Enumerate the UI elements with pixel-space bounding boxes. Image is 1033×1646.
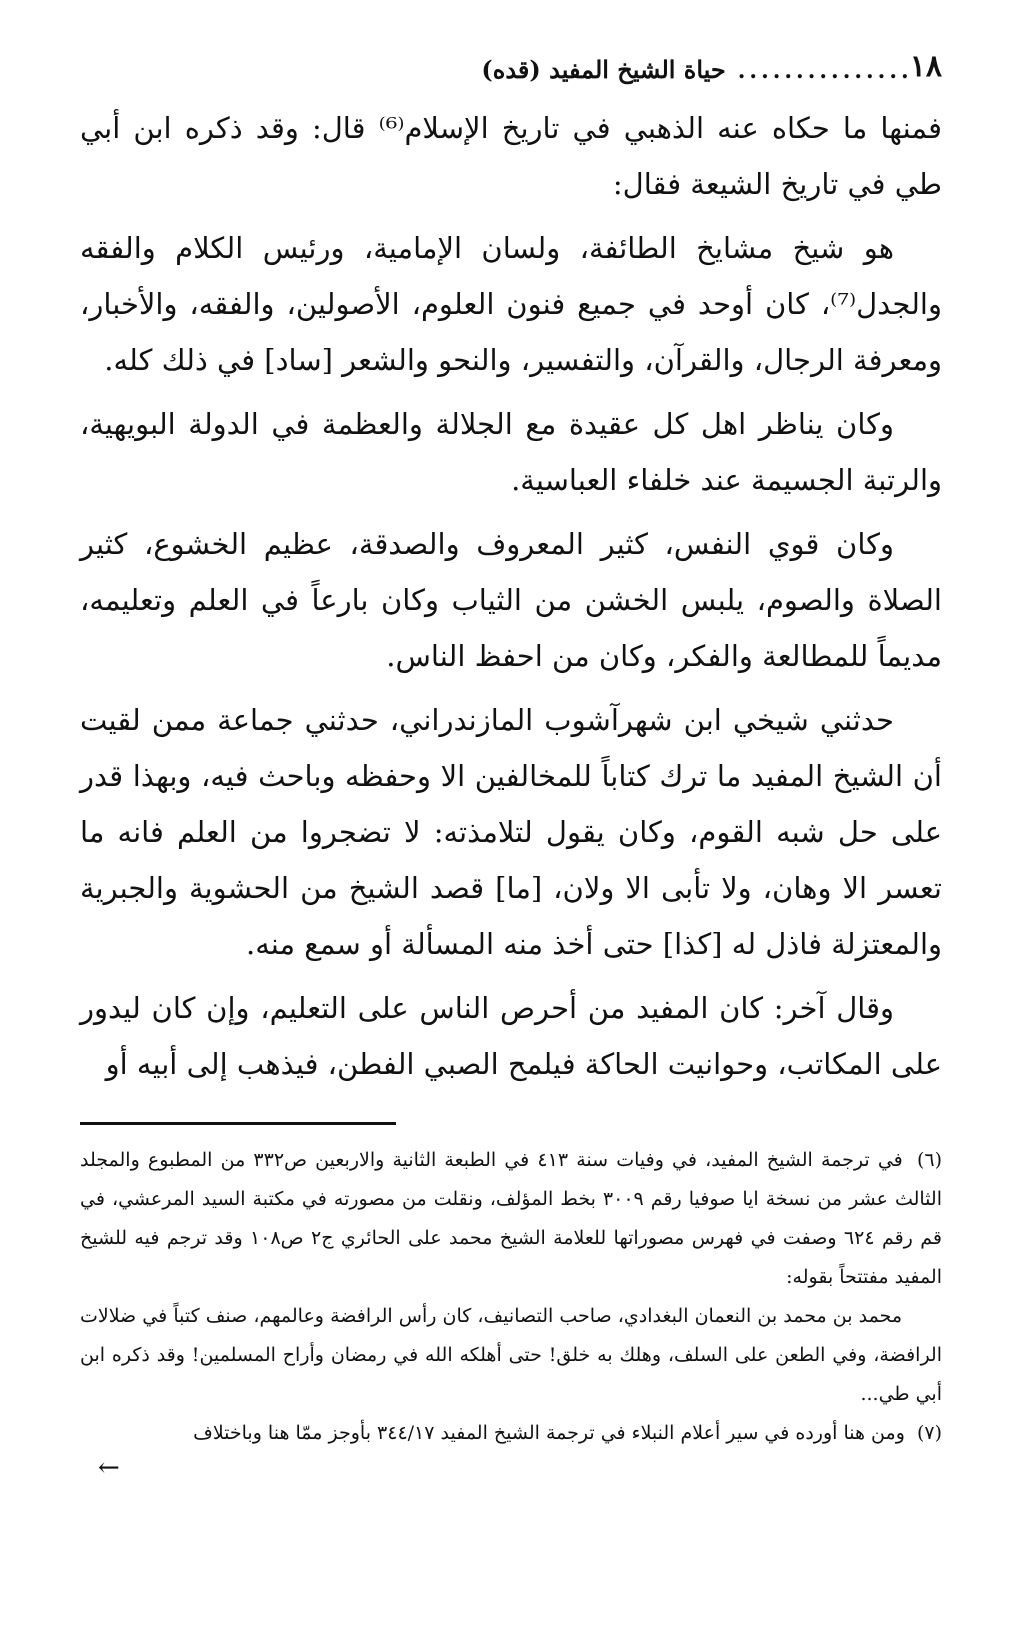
paragraph-1: فمنها ما حكاه عنه الذهبي في تاريخ الإسلام⁽⁶⁾ قال: وقد ذكره ابن أبي طي في تاريخ الشيعة فقال:	[80, 111, 942, 201]
continue-arrow-icon: ←	[98, 1453, 120, 1483]
running-header	[80, 34, 942, 84]
paragraph-2: هو شيخ مشايخ الطائفة، ولسان الإمامية، ورئيس الكلام والفقه والجدل⁽⁷⁾، كان أوحد في جميع فنون العلوم، الأصولين، والفقه، والأخبار، ومعرفة الرجال، والقرآن، والتفسير، والنحو والشعر [ساد] في ذلك كله.	[80, 231, 942, 377]
paragraph-3: وكان يناظر اهل كل عقيدة مع الجلالة والعظمة في الدولة البويهية، والرتبة الجسيمة عند خلفاء العباسية.	[80, 407, 942, 497]
footnote-6	[80, 1141, 942, 1297]
footnote-7-text: ومن هنا أورده في سير أعلام النبلاء في ترجمة الشيخ المفيد ٣٤٤/١٧ بأوجز ممّا هنا وباختلاف	[193, 1422, 905, 1444]
paragraph-5: حدثني شيخي ابن شهرآشوب المازندراني، حدثني جماعة ممن لقيت أن الشيخ المفيد ما ترك كتاباً للمخالفين الا وحفظه وباحث فيه، وبهذا قدر على حل شبه القوم، وكان يقول لتلامذته: لا تضجروا من العلم فانه ما تعسر الا وهان، ولا تأبى الا ولان، [ما] قصد الشيخ من الحشوية والجبرية والمعتزلة فاذل له [كذا] حتى أخذ منه المسألة أو سمع منه.	[80, 703, 942, 961]
paragraph-4: وكان قوي النفس، كثير المعروف والصدقة، عظيم الخشوع، كثير الصلاة والصوم، يلبس الخشن من الثياب وكان بارعاً في العلم وتعليمه، مديماً للمطالعة والفكر، وكان من احفظ الناس.	[80, 527, 942, 673]
paragraph-6: وقال آخر: كان المفيد من أحرص الناس على التعليم، وإن كان ليدور على المكاتب، وحوانيت الحاكة فيلمح الصبي الفطن، فيذهب إلى أبيه أو	[80, 991, 942, 1081]
running-title: حياة الشيخ المفيد (قده)	[481, 55, 726, 84]
footnote-7-number: (٧)	[916, 1422, 942, 1444]
footnote-separator-wrap	[80, 1100, 942, 1141]
footnote-6-quote: محمد بن محمد بن النعمان البغدادي، صاحب التصانيف، كان رأس الرافضة وعالمهم، صنف كتباً في ضلالات الرافضة، وفي الطعن على السلف، وهلك به خلق! حتى أهلكه الله في رمضان وأراح المسلمين! وقد ذكره ابن أبي طي...	[80, 1305, 942, 1405]
footnotes	[80, 1141, 942, 1483]
footnote-6-number: (٦)	[916, 1149, 942, 1171]
footnote-6-text: في ترجمة الشيخ المفيد، في وفيات سنة ٤١٣ في الطبعة الثانية والاربعين ص٣٣٢ من المطبوع والمجلد الثالث عشر من نسخة ايا صوفيا رقم ٣٠٠٩ بخط المؤلف، ونقلت من مصورته في مكتبة السيد المرعشي، في قم رقم ٦٢٤ وصفت في فهرس مصوراتها للعلامة الشيخ محمد على الحائري ج٢ ص١٠٨ وقد ترجم فيه للشيخ المفيد مفتتحاً بقوله:	[80, 1149, 942, 1288]
page-number: ١٨	[909, 49, 942, 84]
main-text	[80, 100, 942, 1092]
footnote-7	[80, 1414, 942, 1453]
header-leader-dots: ...............	[737, 58, 913, 84]
footnote-separator	[80, 1122, 396, 1125]
book-page	[80, 34, 942, 1483]
